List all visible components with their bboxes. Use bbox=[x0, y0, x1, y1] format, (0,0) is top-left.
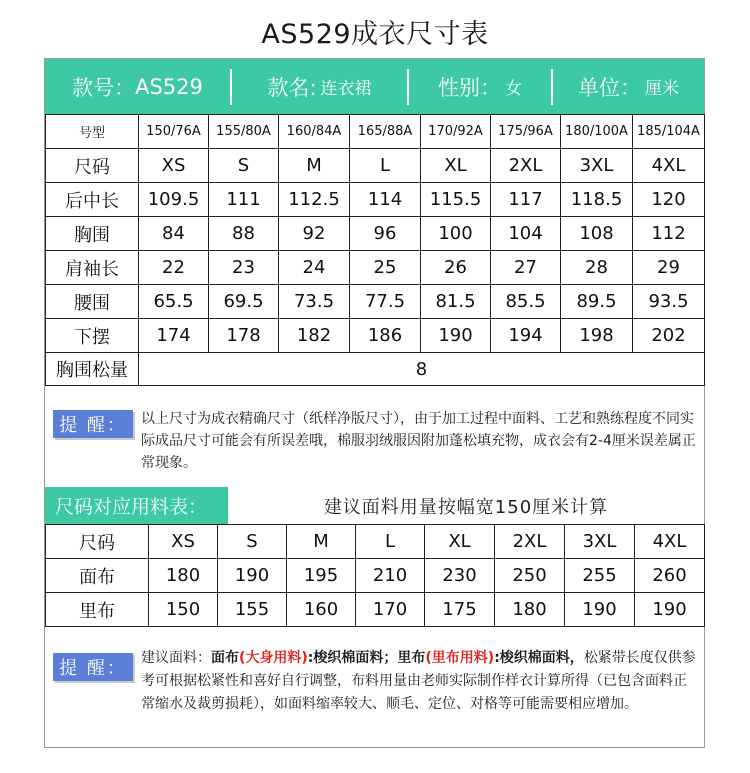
table-cell: 112 bbox=[633, 217, 705, 251]
fabric-notice-box bbox=[45, 639, 704, 744]
table-cell: 2XL bbox=[495, 525, 565, 559]
style-number-label: 款号： bbox=[72, 75, 136, 100]
table-cell: 4XL bbox=[633, 149, 705, 183]
table-cell: 230 bbox=[425, 559, 495, 593]
table-cell: 117 bbox=[491, 183, 561, 217]
table-cell: 182 bbox=[279, 319, 350, 353]
table-cell: 250 bbox=[495, 559, 565, 593]
table-cell: 25 bbox=[350, 251, 421, 285]
table-cell: 3XL bbox=[565, 525, 635, 559]
table-cell: 96 bbox=[350, 217, 421, 251]
table-cell: 175/96A bbox=[491, 115, 561, 149]
table-cell: 180 bbox=[495, 593, 565, 627]
table-cell: L bbox=[356, 525, 425, 559]
table-cell: 180/100A bbox=[561, 115, 633, 149]
row-label: 号型 bbox=[46, 115, 139, 149]
table-cell: 4XL bbox=[635, 525, 705, 559]
lining-usage: (里布用料) bbox=[425, 650, 495, 666]
table-cell: 115.5 bbox=[421, 183, 491, 217]
size-sheet bbox=[44, 58, 705, 748]
row-label: 里布 bbox=[46, 593, 149, 627]
table-cell: 260 bbox=[635, 559, 705, 593]
outer-fabric-usage: (大身用料) bbox=[239, 650, 308, 666]
table-cell: 92 bbox=[279, 217, 350, 251]
style-number-value: AS529 bbox=[135, 74, 203, 99]
style-name bbox=[232, 59, 407, 114]
table-cell: 104 bbox=[491, 217, 561, 251]
table-cell: 190 bbox=[635, 593, 705, 627]
row-label: 面布 bbox=[46, 559, 149, 593]
style-name-label: 款名: bbox=[267, 75, 317, 100]
table-row bbox=[46, 593, 705, 627]
fabric-header bbox=[45, 487, 704, 524]
notice-box bbox=[45, 404, 704, 481]
unit-label: 单位： bbox=[578, 75, 641, 100]
table-cell: 170/92A bbox=[421, 115, 491, 149]
table-cell: 150 bbox=[149, 593, 218, 627]
table-cell: 195 bbox=[287, 559, 356, 593]
table-cell: 155/80A bbox=[209, 115, 279, 149]
table-cell: 150/76A bbox=[139, 115, 209, 149]
table-cell: 255 bbox=[565, 559, 635, 593]
table-cell: 84 bbox=[139, 217, 209, 251]
row-label: 后中长 bbox=[46, 183, 139, 217]
table-cell: 170 bbox=[356, 593, 425, 627]
table-cell: XS bbox=[149, 525, 218, 559]
fabric-width-note: 建议面料用量按幅宽150厘米计算 bbox=[323, 496, 609, 518]
table-cell: 118.5 bbox=[561, 183, 633, 217]
table-cell: 88 bbox=[209, 217, 279, 251]
fabric-notice-badge: 提 醒： bbox=[53, 653, 133, 681]
style-name-value: 连衣裙 bbox=[320, 79, 372, 99]
ease-label: 胸围松量 bbox=[46, 353, 139, 386]
page-title: AS529成衣尺寸表 bbox=[261, 19, 489, 50]
table-cell: 178 bbox=[209, 319, 279, 353]
fabric-notice-detail: 松紧带长度仅供参考可根据松紧性和喜好自行调整，布料用量由老师实际制作样衣计算所得（已包含面料正常缩水及裁剪损耗），如面料缩率较大、顺毛、定位、对格等可能需要相应增加。 bbox=[141, 650, 696, 712]
ease-row bbox=[46, 353, 705, 386]
table-cell: L bbox=[350, 149, 421, 183]
row-label: 尺码 bbox=[46, 149, 139, 183]
unit bbox=[553, 59, 704, 114]
table-cell: 27 bbox=[491, 251, 561, 285]
row-label: 下摆 bbox=[46, 319, 139, 353]
table-cell: 165/88A bbox=[350, 115, 421, 149]
table-row bbox=[46, 115, 705, 149]
table-cell: S bbox=[218, 525, 287, 559]
fabric-table bbox=[45, 524, 705, 627]
gender-value: 女 bbox=[505, 79, 522, 99]
table-cell: 26 bbox=[421, 251, 491, 285]
table-row bbox=[46, 559, 705, 593]
table-cell: 202 bbox=[633, 319, 705, 353]
notice-text: 以上尺寸为成衣精确尺寸（纸样净版尺寸），由于加工过程中面料、工艺和熟练程度不同实际成品尺寸可能会有所误差哦，棉服羽绒服因附加蓬松填充物，成衣会有2-4厘米误差属正常现象。 bbox=[141, 411, 696, 471]
table-row bbox=[46, 251, 705, 285]
table-cell: 111 bbox=[209, 183, 279, 217]
table-cell: S bbox=[209, 149, 279, 183]
table-cell: XS bbox=[139, 149, 209, 183]
table-row bbox=[46, 217, 705, 251]
table-cell: 73.5 bbox=[279, 285, 350, 319]
table-cell: 65.5 bbox=[139, 285, 209, 319]
lining-label: 里布 bbox=[397, 650, 426, 666]
ease-value: 8 bbox=[139, 353, 705, 386]
table-cell: 100 bbox=[421, 217, 491, 251]
table-row bbox=[46, 319, 705, 353]
table-cell: 2XL bbox=[491, 149, 561, 183]
notice-badge: 提 醒： bbox=[53, 410, 133, 438]
table-cell: 160 bbox=[287, 593, 356, 627]
table-row bbox=[46, 149, 705, 183]
table-row bbox=[46, 525, 705, 559]
table-cell: 81.5 bbox=[421, 285, 491, 319]
outer-fabric-material: :梭织棉面料； bbox=[307, 650, 398, 666]
table-cell: 174 bbox=[139, 319, 209, 353]
table-cell: 160/84A bbox=[279, 115, 350, 149]
gender-label: 性别： bbox=[438, 75, 501, 100]
table-cell: 3XL bbox=[561, 149, 633, 183]
table-cell: 22 bbox=[139, 251, 209, 285]
table-cell: 93.5 bbox=[633, 285, 705, 319]
row-label: 肩袖长 bbox=[46, 251, 139, 285]
table-cell: 198 bbox=[561, 319, 633, 353]
table-row bbox=[46, 183, 705, 217]
table-cell: 185/104A bbox=[633, 115, 705, 149]
table-cell: XL bbox=[421, 149, 491, 183]
table-cell: 114 bbox=[350, 183, 421, 217]
table-cell: 175 bbox=[425, 593, 495, 627]
fabric-notice-intro: 建议面料： bbox=[141, 650, 211, 666]
table-cell: 77.5 bbox=[350, 285, 421, 319]
fabric-header-title: 尺码对应用料表： bbox=[45, 487, 228, 524]
table-cell: 194 bbox=[491, 319, 561, 353]
table-row bbox=[46, 285, 705, 319]
table-cell: 190 bbox=[218, 559, 287, 593]
table-cell: 85.5 bbox=[491, 285, 561, 319]
lining-material: :梭织棉面料， bbox=[494, 650, 584, 666]
row-label: 胸围 bbox=[46, 217, 139, 251]
unit-value: 厘米 bbox=[645, 79, 679, 99]
table-cell: 24 bbox=[279, 251, 350, 285]
table-cell: 180 bbox=[149, 559, 218, 593]
table-cell: 190 bbox=[421, 319, 491, 353]
table-cell: 190 bbox=[565, 593, 635, 627]
table-cell: 29 bbox=[633, 251, 705, 285]
row-label: 尺码 bbox=[46, 525, 149, 559]
table-cell: 108 bbox=[561, 217, 633, 251]
info-header bbox=[45, 59, 704, 114]
table-cell: 23 bbox=[209, 251, 279, 285]
size-table bbox=[45, 114, 705, 386]
outer-fabric-label: 面布 bbox=[211, 650, 239, 666]
gender bbox=[409, 59, 551, 114]
table-cell: 210 bbox=[356, 559, 425, 593]
table-cell: 28 bbox=[561, 251, 633, 285]
table-cell: 69.5 bbox=[209, 285, 279, 319]
table-cell: 89.5 bbox=[561, 285, 633, 319]
table-cell: 112.5 bbox=[279, 183, 350, 217]
table-cell: XL bbox=[425, 525, 495, 559]
table-cell: M bbox=[287, 525, 356, 559]
fabric-notice-text bbox=[141, 647, 696, 716]
table-cell: M bbox=[279, 149, 350, 183]
table-cell: 109.5 bbox=[139, 183, 209, 217]
style-number bbox=[45, 59, 230, 114]
row-label: 腰围 bbox=[46, 285, 139, 319]
table-cell: 120 bbox=[633, 183, 705, 217]
table-cell: 186 bbox=[350, 319, 421, 353]
table-cell: 155 bbox=[218, 593, 287, 627]
